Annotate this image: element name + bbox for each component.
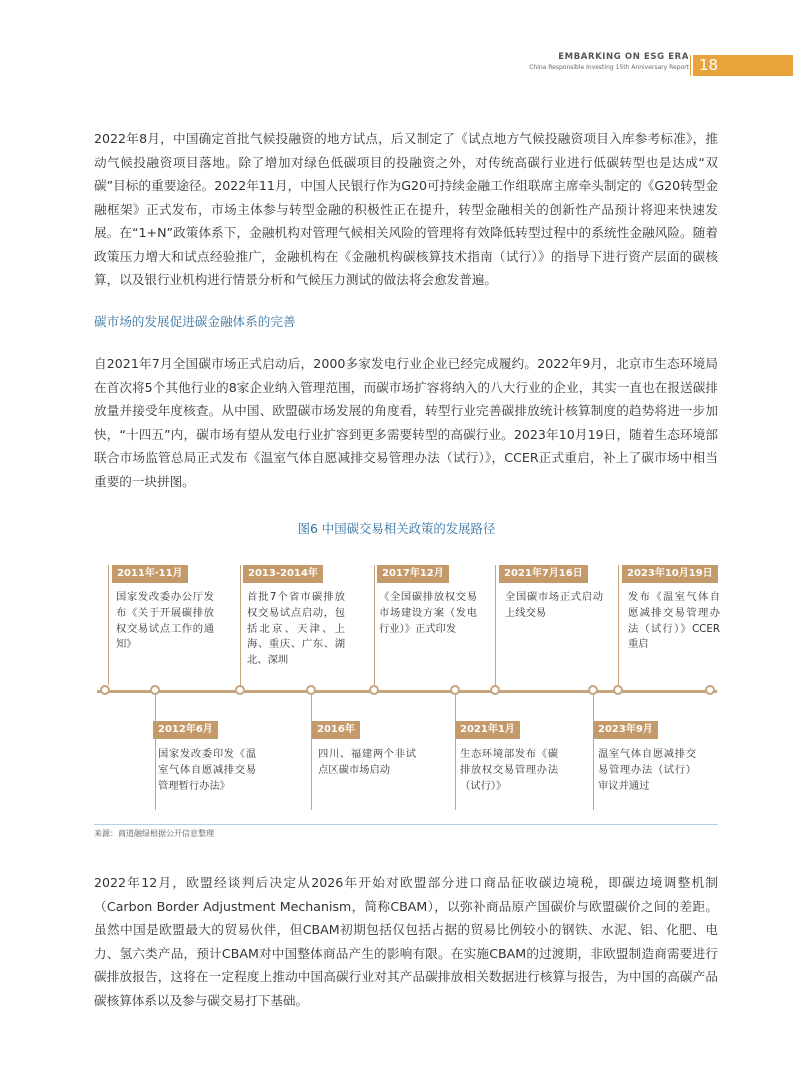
event-date-tag: 2016年 [312, 721, 360, 739]
event-date-tag: 2012年6月 [153, 721, 218, 739]
section-heading: 碳市场的发展促进碳金融体系的完善 [94, 314, 296, 329]
event-description: 国家发改委办公厅发布《关于开展碳排放权交易试点工作的通知》 [116, 591, 214, 651]
timeline-dot [306, 685, 316, 695]
timeline-dot [150, 685, 160, 695]
event-description: 《全国碳排放权交易市场建设方案（发电行业）》正式印发 [379, 591, 477, 635]
timeline-dot [705, 685, 715, 695]
event-date-tag: 2021年7月16日 [499, 565, 588, 583]
report-subtitle: China Responsible Investing 15th Anniversary Report [529, 64, 689, 71]
event-description: 四川、福建两个非试点区碳市场启动 [318, 748, 416, 776]
event-description: 温室气体自愿减排交易管理办法（试行）审议并通过 [598, 748, 696, 792]
paragraph-carbon-market: 自2021年7月全国碳市场正式启动后，2000多家发电行业企业已经完成履约。2022年9月，北京市生态环境局在首次将5个其他行业的8家企业纳入管理范围，而碳市场扩容将纳入的八大行业的企业，其实一直也在报送碳排放量并接受年度核查。从中国、欧盟碳市场发展的角度看，转型行业完善碳排放统计核算制度的趋势将进一步加快，“十四五”内，碳市场有望从发电行业扩容到更多需要转型的高碳行业。2023年10月19日，随着生态环境部联合市场监管总局正式发布《温室气体自愿减排交易管理办法（试行）》，CCER正式重启，补上了碳市场中相当重要的一块拼图。 [94, 356, 718, 489]
event-date-tag: 2011年·11月 [112, 565, 188, 583]
report-title: EMBARKING ON ESG ERA [558, 52, 689, 62]
timeline-dot [450, 685, 460, 695]
connector-line [618, 565, 619, 685]
connector-line [240, 565, 241, 685]
figure-title: 图6 中国碳交易相关政策的发展路径 [297, 521, 496, 536]
event-date-tag: 2023年9月 [593, 721, 658, 739]
event-date-tag: 2013-2014年 [243, 565, 323, 583]
connector-line [593, 695, 594, 810]
event-description: 发布《温室气体自愿减排交易管理办法（试行）》CCER重启 [628, 591, 720, 651]
figure-source: 来源：商道融绿根据公开信息整理 [94, 829, 214, 838]
figure-divider [94, 824, 718, 825]
timeline-dot [613, 685, 623, 695]
connector-line [495, 565, 496, 685]
event-date-tag: 2021年1月 [455, 721, 520, 739]
event-description: 全国碳市场正式启动上线交易 [505, 591, 603, 619]
connector-line [455, 695, 456, 810]
event-description: 国家发改委印发《温室气体自愿减排交易管理暂行办法》 [158, 748, 256, 792]
timeline-axis [97, 690, 717, 693]
timeline-dot [588, 685, 598, 695]
timeline-dot [490, 685, 500, 695]
connector-line [374, 565, 375, 685]
timeline-dot [100, 685, 110, 695]
event-date-tag: 2023年10月19日 [622, 565, 718, 583]
page-number: 18 [693, 55, 793, 76]
event-description: 首批7个省市碳排放权交易试点启动，包括北京、天津、上海、重庆、广东、湖北、深圳 [247, 591, 345, 667]
connector-line [155, 695, 156, 810]
connector-line [108, 565, 109, 685]
paragraph-climate-finance: 2022年8月，中国确定首批气候投融资的地方试点，后又制定了《试点地方气候投融资项目入库参考标准》，推动气候投融资项目落地。除了增加对绿色低碳项目的投融资之外，对传统高碳行业进行低碳转型也是达成“双碳”目标的重要途径。2022年11月，中国人民银行作为G20可持续金融工作组联席主席牵头制定的《G20转型金融框架》正式发布，市场主体参与转型金融的积极性正在提升，转型金融相关的创新性产品预计将迎来快速发展。在“1+N”政策体系下，金融机构对管理气候相关风险的管理将有效降低转型过程中的系统性金融风险。随着政策压力增大和试点经验推广，金融机构在《金融机构碳核算技术指南（试行）》的指导下进行资产层面的碳核算，以及银行业机构进行情景分析和气候压力测试的做法将会愈发普遍。 [94, 131, 718, 287]
connector-line [311, 695, 312, 810]
event-description: 生态环境部发布《碳排放权交易管理办法（试行）》 [460, 748, 558, 792]
paragraph-cbam: 2022年12月，欧盟经谈判后决定从2026年开始对欧盟部分进口商品征收碳边境税，即碳边境调整机制（Carbon Border Adjustment Mechanism，简称CBAM），以弥补商品原产国碳价与欧盟碳价之间的差距。虽然中国是欧盟最大的贸易伙伴，但CBAM初期包括仅包括占据的贸易比例较小的钢铁、水泥、铝、化肥、电力、氢六类产品，预计CBAM对中国整体商品产生的影响有限。在实施CBAM的过渡期，非欧盟制造商需要进行碳排放报告，这将在一定程度上推动中国高碳行业对其产品碳排放相关数据进行核算与报告，为中国的高碳产品碳核算体系以及参与碳交易打下基础。 [94, 875, 718, 1008]
policy-timeline [0, 560, 793, 820]
timeline-dot [235, 685, 245, 695]
event-date-tag: 2017年12月 [377, 565, 449, 583]
timeline-dot [369, 685, 379, 695]
